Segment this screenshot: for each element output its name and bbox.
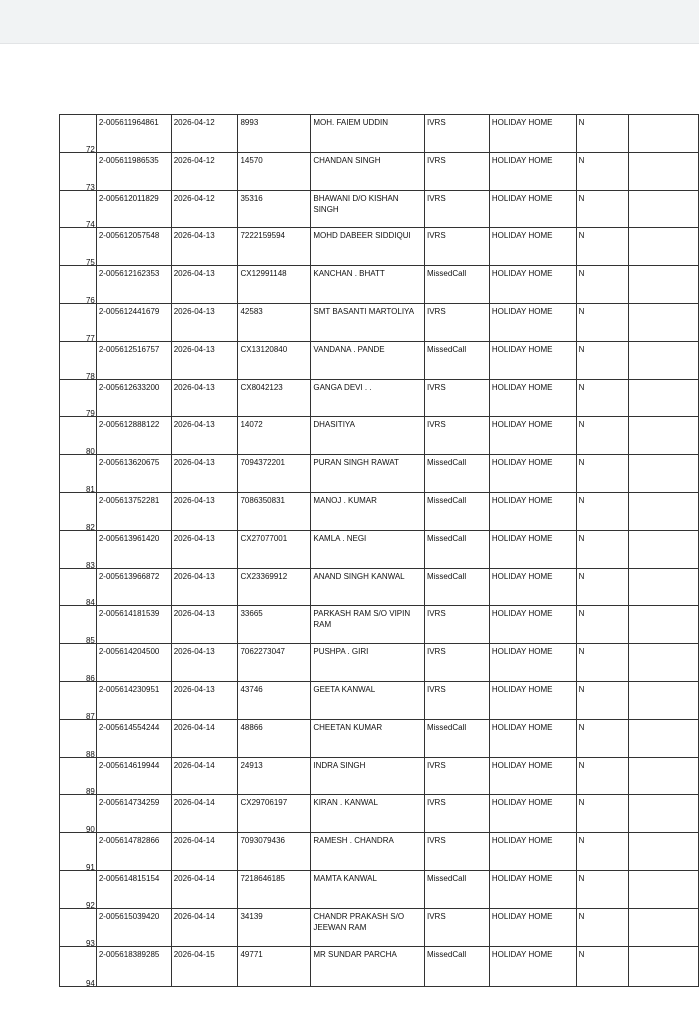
category-cell: HOLIDAY HOME [489,266,576,304]
code-cell: 14072 [238,417,311,455]
serial-number-text: 94 [85,978,95,987]
serial-number-text: 78 [85,371,95,380]
date-cell: 2026-04-13 [171,379,238,417]
code-cell: CX8042123 [238,379,311,417]
name-cell: CHANDR PRAKASH S/O JEEWAN RAM [311,908,425,946]
serial-number-text: 89 [85,787,95,795]
serial-number-text: 79 [85,409,95,417]
flag-cell: N [576,152,629,190]
request-id-cell: 2-005612441679 [96,303,171,341]
category-cell: HOLIDAY HOME [489,757,576,795]
serial-number-cell [60,492,97,530]
extra-cell [629,266,699,304]
request-id-cell: 2-005615039420 [96,908,171,946]
extra-cell [629,606,699,644]
name-cell: CHANDAN SINGH [311,152,425,190]
code-cell: 7094372201 [238,455,311,493]
name-cell: KAMLA . NEGI [311,530,425,568]
extra-cell [629,115,699,153]
table-row [60,568,699,606]
extra-cell [629,644,699,682]
category-cell: HOLIDAY HOME [489,946,576,986]
name-cell: MR SUNDAR PARCHA [311,946,425,986]
serial-number-cell [60,606,97,644]
serial-number-cell [60,152,97,190]
serial-number-cell [60,568,97,606]
name-cell: PUSHPA . GIRI [311,644,425,682]
code-cell: 42583 [238,303,311,341]
request-id-cell: 2-005612888122 [96,417,171,455]
category-cell: HOLIDAY HOME [489,152,576,190]
source-cell: IVRS [424,606,489,644]
name-cell: VANDANA . PANDE [311,341,425,379]
request-id-cell: 2-005614230951 [96,681,171,719]
flag-cell: N [576,833,629,871]
category-cell: HOLIDAY HOME [489,795,576,833]
category-cell: HOLIDAY HOME [489,833,576,871]
category-cell: HOLIDAY HOME [489,455,576,493]
request-id-cell: 2-005614181539 [96,606,171,644]
source-cell: IVRS [424,417,489,455]
name-cell: DHASITIYA [311,417,425,455]
name-cell: CHEETAN KUMAR [311,719,425,757]
viewer-toolbar [0,0,699,44]
code-cell: CX13120840 [238,341,311,379]
source-cell: MissedCall [424,719,489,757]
request-id-cell: 2-005612516757 [96,341,171,379]
code-cell: 7086350831 [238,492,311,530]
extra-cell [629,455,699,493]
request-id-cell: 2-005611964861 [96,115,171,153]
serial-number-text: 81 [85,484,95,493]
code-cell: 24913 [238,757,311,795]
flag-cell: N [576,644,629,682]
date-cell: 2026-04-13 [171,455,238,493]
extra-cell [629,568,699,606]
source-cell: IVRS [424,115,489,153]
serial-number-cell [60,379,97,417]
code-cell: CX23369912 [238,568,311,606]
source-cell: IVRS [424,152,489,190]
table-row [60,417,699,455]
code-cell: 35316 [238,190,311,228]
flag-cell: N [576,908,629,946]
date-cell: 2026-04-14 [171,870,238,908]
request-id-cell: 2-005614782866 [96,833,171,871]
date-cell: 2026-04-14 [171,719,238,757]
request-id-cell: 2-005614815154 [96,870,171,908]
name-cell: SMT BASANTI MARTOLIYA [311,303,425,341]
extra-cell [629,190,699,228]
date-cell: 2026-04-13 [171,228,238,266]
extra-cell [629,908,699,946]
date-cell: 2026-04-13 [171,266,238,304]
date-cell: 2026-04-14 [171,757,238,795]
name-cell: ANAND SINGH KANWAL [311,568,425,606]
source-cell: IVRS [424,379,489,417]
records-table [59,114,699,987]
extra-cell [629,757,699,795]
code-cell: 7093079436 [238,833,311,871]
serial-number-text: 72 [85,144,95,153]
serial-number-text: 82 [85,522,95,531]
extra-cell [629,492,699,530]
date-cell: 2026-04-13 [171,681,238,719]
name-cell: RAMESH . CHANDRA [311,833,425,871]
source-cell: MissedCall [424,568,489,606]
serial-number-text: 84 [85,598,95,606]
category-cell: HOLIDAY HOME [489,644,576,682]
code-cell: 43746 [238,681,311,719]
request-id-cell: 2-005613752281 [96,492,171,530]
serial-number-cell [60,757,97,795]
serial-number-text: 93 [85,938,95,947]
extra-cell [629,870,699,908]
extra-cell [629,719,699,757]
request-id-cell: 2-005614619944 [96,757,171,795]
extra-cell [629,152,699,190]
table-row [60,266,699,304]
date-cell: 2026-04-13 [171,530,238,568]
extra-cell [629,379,699,417]
request-id-cell: 2-005613966872 [96,568,171,606]
source-cell: IVRS [424,795,489,833]
code-cell: CX29706197 [238,795,311,833]
serial-number-text: 74 [85,220,95,228]
flag-cell: N [576,946,629,986]
category-cell: HOLIDAY HOME [489,908,576,946]
source-cell: IVRS [424,681,489,719]
name-cell: GEETA KANWAL [311,681,425,719]
date-cell: 2026-04-13 [171,606,238,644]
flag-cell: N [576,455,629,493]
request-id-cell: 2-005612162353 [96,266,171,304]
serial-number-cell [60,228,97,266]
code-cell: 7222159594 [238,228,311,266]
flag-cell: N [576,870,629,908]
table-row [60,379,699,417]
flag-cell: N [576,341,629,379]
request-id-cell: 2-005614554244 [96,719,171,757]
name-cell: PURAN SINGH RAWAT [311,455,425,493]
name-cell: INDRA SINGH [311,757,425,795]
code-cell: CX12991148 [238,266,311,304]
source-cell: IVRS [424,228,489,266]
name-cell: GANGA DEVI . . [311,379,425,417]
code-cell: CX27077001 [238,530,311,568]
table-row [60,644,699,682]
serial-number-text: 86 [85,673,95,682]
table-row [60,606,699,644]
table-row [60,681,699,719]
table-row [60,946,699,986]
flag-cell: N [576,795,629,833]
code-cell: 34139 [238,908,311,946]
serial-number-cell [60,303,97,341]
flag-cell: N [576,266,629,304]
request-id-cell: 2-005614734259 [96,795,171,833]
table-row [60,530,699,568]
table-row [60,341,699,379]
request-id-cell: 2-005613961420 [96,530,171,568]
category-cell: HOLIDAY HOME [489,303,576,341]
date-cell: 2026-04-13 [171,644,238,682]
date-cell: 2026-04-13 [171,492,238,530]
name-cell: KIRAN . KANWAL [311,795,425,833]
serial-number-cell [60,719,97,757]
category-cell: HOLIDAY HOME [489,379,576,417]
extra-cell [629,341,699,379]
flag-cell: N [576,530,629,568]
category-cell: HOLIDAY HOME [489,115,576,153]
source-cell: IVRS [424,644,489,682]
serial-number-text: 90 [85,825,95,833]
request-id-cell: 2-005611986535 [96,152,171,190]
name-cell: MANOJ . KUMAR [311,492,425,530]
serial-number-cell [60,341,97,379]
serial-number-cell [60,870,97,908]
source-cell: IVRS [424,908,489,946]
source-cell: MissedCall [424,341,489,379]
date-cell: 2026-04-13 [171,303,238,341]
flag-cell: N [576,492,629,530]
category-cell: HOLIDAY HOME [489,417,576,455]
category-cell: HOLIDAY HOME [489,606,576,644]
code-cell: 14570 [238,152,311,190]
code-cell: 48866 [238,719,311,757]
date-cell: 2026-04-14 [171,795,238,833]
serial-number-cell [60,908,97,946]
request-id-cell: 2-005612633200 [96,379,171,417]
code-cell: 7218646185 [238,870,311,908]
flag-cell: N [576,190,629,228]
serial-number-text: 80 [85,447,95,455]
extra-cell [629,946,699,986]
flag-cell: N [576,379,629,417]
code-cell: 33665 [238,606,311,644]
table-row [60,190,699,228]
request-id-cell: 2-005614204500 [96,644,171,682]
flag-cell: N [576,719,629,757]
date-cell: 2026-04-13 [171,417,238,455]
table-row [60,152,699,190]
extra-cell [629,795,699,833]
name-cell: MOH. FAIEM UDDIN [311,115,425,153]
category-cell: HOLIDAY HOME [489,190,576,228]
date-cell: 2026-04-14 [171,833,238,871]
category-cell: HOLIDAY HOME [489,681,576,719]
name-cell: PARKASH RAM S/O VIPIN RAM [311,606,425,644]
category-cell: HOLIDAY HOME [489,870,576,908]
serial-number-text: 88 [85,749,95,758]
code-cell: 8993 [238,115,311,153]
source-cell: MissedCall [424,455,489,493]
serial-number-cell [60,417,97,455]
date-cell: 2026-04-12 [171,190,238,228]
source-cell: MissedCall [424,946,489,986]
serial-number-text: 83 [85,560,95,569]
serial-number-cell [60,644,97,682]
code-cell: 7062273047 [238,644,311,682]
table-row [60,719,699,757]
category-cell: HOLIDAY HOME [489,719,576,757]
table-row [60,757,699,795]
extra-cell [629,417,699,455]
serial-number-text: 76 [85,295,95,304]
date-cell: 2026-04-12 [171,152,238,190]
code-cell: 49771 [238,946,311,986]
serial-number-text: 75 [85,258,95,266]
serial-number-cell [60,681,97,719]
source-cell: MissedCall [424,492,489,530]
flag-cell: N [576,568,629,606]
category-cell: HOLIDAY HOME [489,530,576,568]
request-id-cell: 2-005613620675 [96,455,171,493]
serial-number-cell [60,795,97,833]
extra-cell [629,228,699,266]
date-cell: 2026-04-13 [171,568,238,606]
source-cell: IVRS [424,190,489,228]
request-id-cell: 2-005618389285 [96,946,171,986]
table-row [60,303,699,341]
flag-cell: N [576,757,629,795]
request-id-cell: 2-005612057548 [96,228,171,266]
serial-number-cell [60,115,97,153]
date-cell: 2026-04-14 [171,908,238,946]
category-cell: HOLIDAY HOME [489,341,576,379]
source-cell: IVRS [424,303,489,341]
table-row [60,115,699,153]
table-row [60,908,699,946]
extra-cell [629,681,699,719]
category-cell: HOLIDAY HOME [489,228,576,266]
table-row [60,455,699,493]
serial-number-text: 77 [85,333,95,342]
source-cell: IVRS [424,757,489,795]
category-cell: HOLIDAY HOME [489,568,576,606]
serial-number-cell [60,833,97,871]
serial-number-text: 73 [85,182,95,191]
table-row [60,833,699,871]
extra-cell [629,530,699,568]
date-cell: 2026-04-13 [171,341,238,379]
serial-number-text: 92 [85,900,95,909]
source-cell: MissedCall [424,870,489,908]
serial-number-cell [60,266,97,304]
extra-cell [629,303,699,341]
source-cell: MissedCall [424,530,489,568]
category-cell: HOLIDAY HOME [489,492,576,530]
flag-cell: N [576,228,629,266]
request-id-cell: 2-005612011829 [96,190,171,228]
source-cell: MissedCall [424,266,489,304]
name-cell: BHAWANI D/O KISHAN SINGH [311,190,425,228]
serial-number-cell [60,530,97,568]
flag-cell: N [576,417,629,455]
extra-cell [629,833,699,871]
date-cell: 2026-04-15 [171,946,238,986]
flag-cell: N [576,681,629,719]
name-cell: MOHD DABEER SIDDIQUI [311,228,425,266]
flag-cell: N [576,606,629,644]
flag-cell: N [576,303,629,341]
table-row [60,795,699,833]
flag-cell: N [576,115,629,153]
date-cell: 2026-04-12 [171,115,238,153]
serial-number-text: 85 [85,636,95,644]
name-cell: MAMTA KANWAL [311,870,425,908]
serial-number-cell [60,455,97,493]
table-row [60,228,699,266]
source-cell: IVRS [424,833,489,871]
name-cell: KANCHAN . BHATT [311,266,425,304]
serial-number-cell [60,190,97,228]
serial-number-cell [60,946,97,986]
serial-number-text: 87 [85,711,95,720]
table-row [60,870,699,908]
table-row [60,492,699,530]
serial-number-text: 91 [85,862,95,871]
